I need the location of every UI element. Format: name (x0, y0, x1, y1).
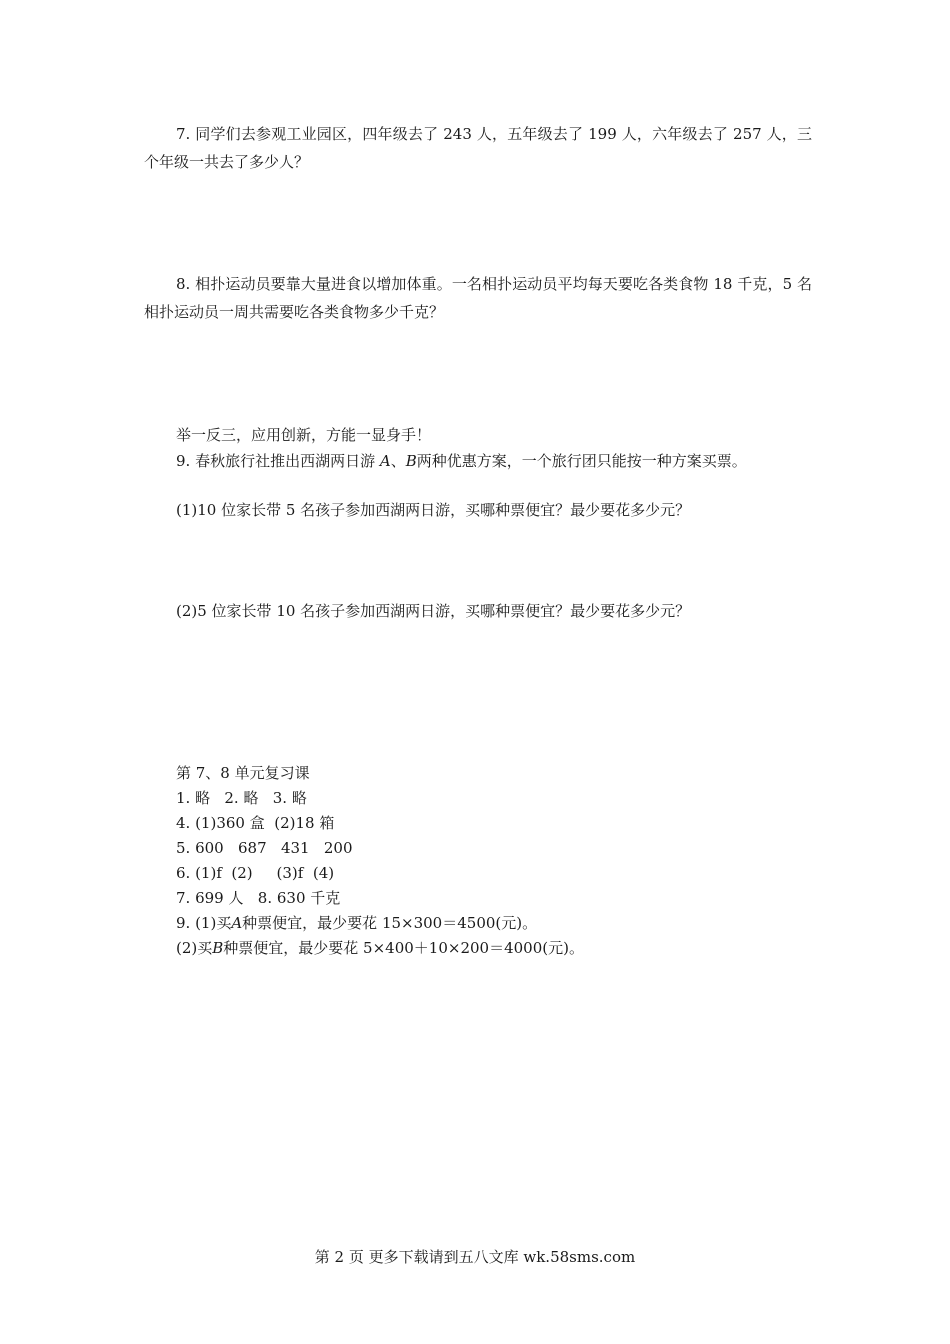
answers-title: 第 7、8 单元复习课 (176, 764, 310, 782)
question-8-text: 8. 相扑运动员要靠大量进食以增加体重。一名相扑运动员平均每天要吃各类食物 18 千克，5 名相扑运动员一周共需要吃各类食物多少千克？ (144, 275, 812, 321)
question-9 (176, 448, 747, 474)
question-9-text-post: 两种优惠方案，一个旅行团只能按一种方案买票。 (416, 452, 747, 470)
answer-9-1-pre: 9. (1)买 (176, 914, 232, 932)
plan-a-label: A (379, 452, 391, 470)
answer-1-3: 1. 略 2. 略 3. 略 (176, 789, 307, 807)
page-footer: 第 2 页 更多下载请到五八文库 wk.58sms.com (314, 1248, 636, 1266)
answer-5: 5. 600 687 431 200 (176, 839, 353, 857)
question-7-text: 7. 同学们去参观工业园区，四年级去了 243 人，五年级去了 199 人，六年级去了 257 人，三个年级一共去了多少人？ (144, 125, 812, 171)
answer-7-8: 7. 699 人 8. 630 千克 (176, 889, 341, 907)
plan-b-label: B (405, 452, 417, 470)
answer-4: 4. (1)360 盒 (2)18 箱 (176, 814, 335, 832)
question-7 (144, 120, 812, 176)
question-9-part-2: (2)5 位家长带 10 名孩子参加西湖两日游，买哪种票便宜？最少要花多少元？ (176, 602, 691, 620)
question-8 (144, 270, 812, 326)
answer-9-1-post: 种票便宜，最少要花 15×300＝4500(元)。 (242, 914, 538, 932)
answer-plan-a: A (231, 914, 243, 932)
question-9-separator: 、 (390, 452, 406, 470)
section-title: 举一反三，应用创新，方能一显身手！ (176, 426, 432, 444)
answer-6: 6. (1)f (2) (3)f (4) (176, 864, 335, 882)
question-9-part-1: (1)10 位家长带 5 名孩子参加西湖两日游，买哪种票便宜？最少要花多少元？ (176, 501, 691, 519)
answer-9-2-post: 种票便宜，最少要花 5×400＋10×200＝4000(元)。 (223, 939, 584, 957)
answer-plan-b: B (212, 939, 224, 957)
answer-9-2-pre: (2)买 (176, 939, 213, 957)
question-9-text-pre: 9. 春秋旅行社推出西湖两日游 (176, 452, 380, 470)
answer-9-1 (176, 910, 537, 936)
answer-9-2 (176, 935, 584, 961)
